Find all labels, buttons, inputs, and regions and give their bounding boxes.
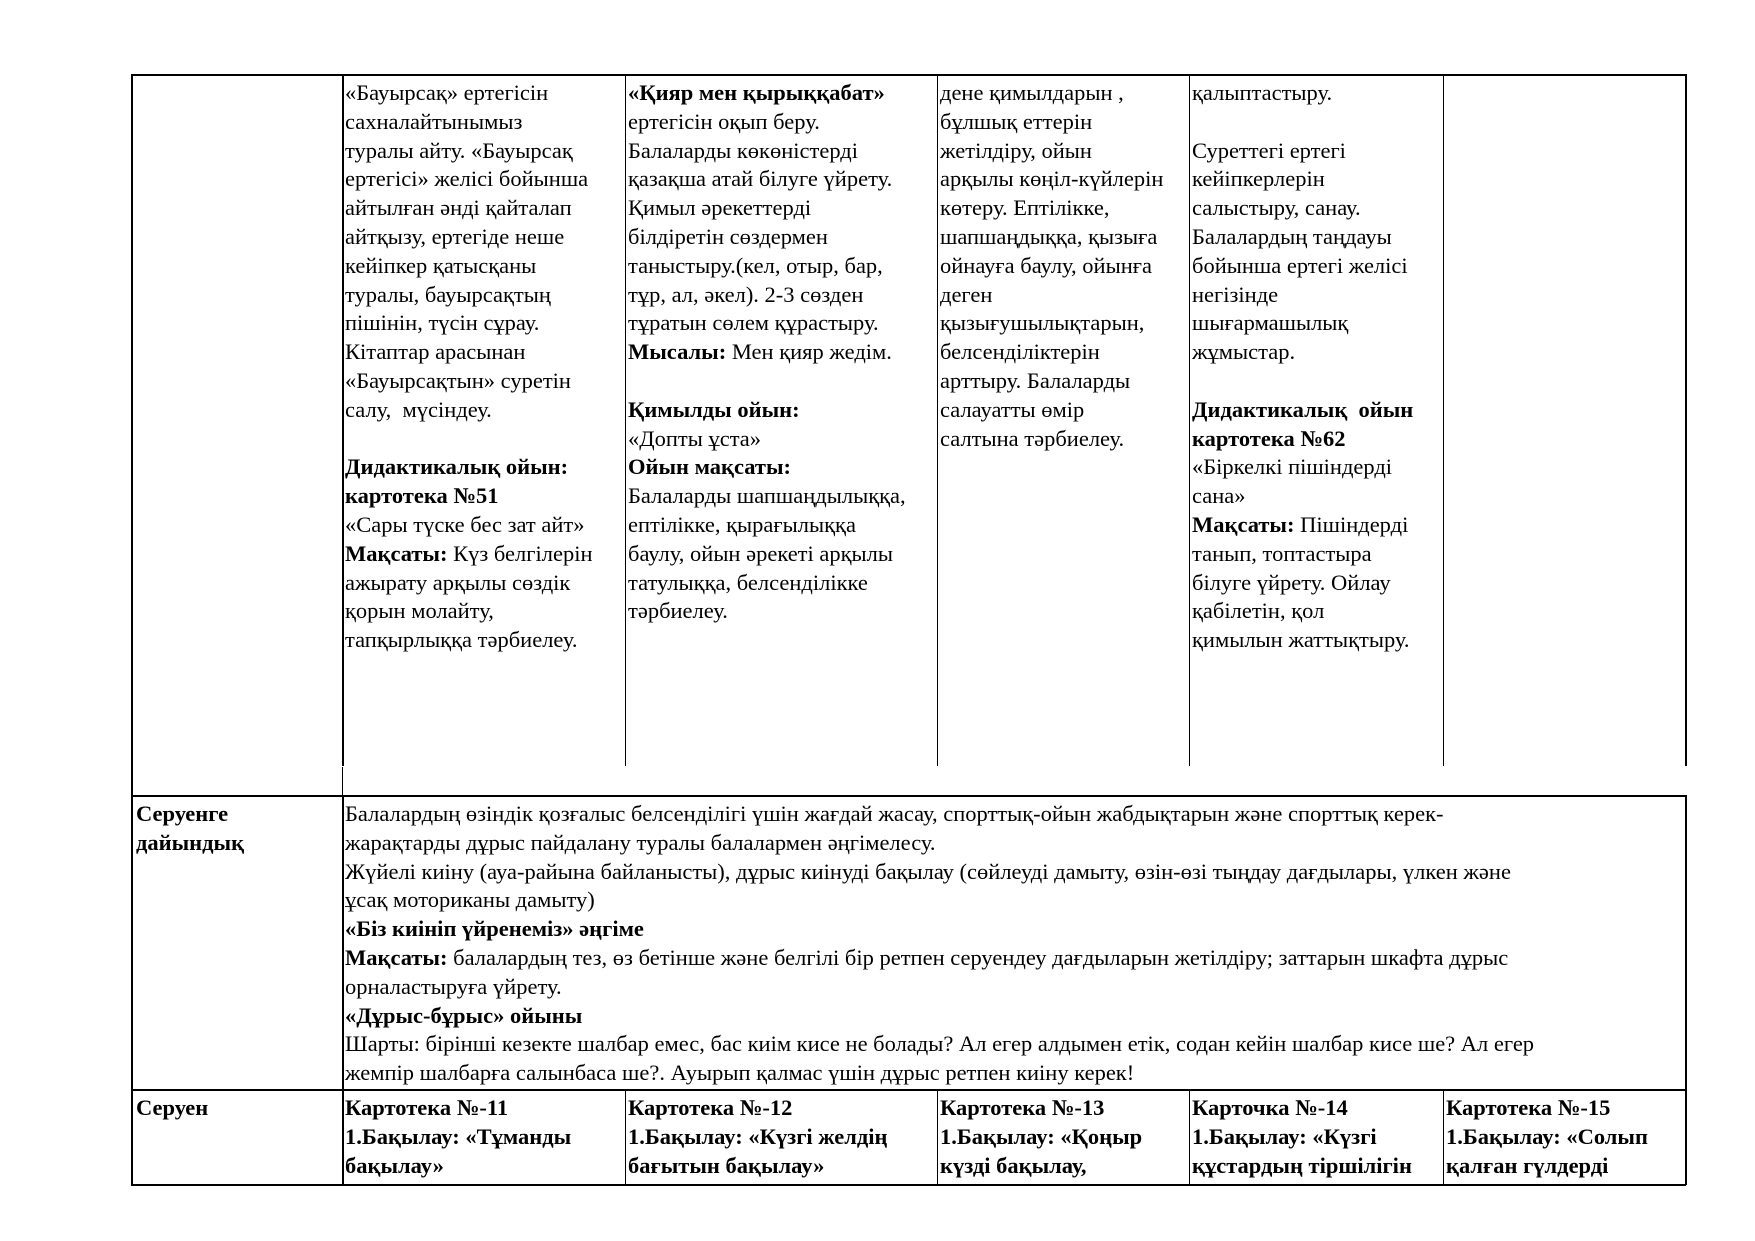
upper-row-divider-4 <box>1189 74 1190 766</box>
text-line <box>136 829 244 858</box>
text-line <box>345 973 1534 1002</box>
bold-text: картотека №51 <box>345 483 499 509</box>
text: «Біркелкі пішіндерді <box>1192 454 1393 480</box>
text: ойнауға баулу, ойынға <box>940 252 1152 278</box>
table-right-border-upper <box>1685 74 1687 766</box>
text-line <box>628 281 906 310</box>
text: салауатты өмір <box>940 396 1085 422</box>
text: «Бауырсақ» ертегісін <box>345 80 549 105</box>
preparation-row-divider <box>342 795 344 1090</box>
text-line <box>345 309 593 338</box>
text: Қимыл әрекеттерді <box>628 195 812 221</box>
text-line <box>1192 108 1413 137</box>
text-line <box>1192 511 1413 540</box>
text: шапшаңдыққа, қызыға <box>940 223 1158 249</box>
text-line <box>1192 79 1413 108</box>
bold-text: Картотека №-11 <box>345 1095 509 1120</box>
bold-text: Серуен <box>136 1095 209 1120</box>
walk-row-divider-3 <box>937 1089 938 1185</box>
bold-text: Картотека №-13 <box>940 1095 1105 1120</box>
text-line <box>1192 194 1413 223</box>
text: салу, мүсіндеу. <box>345 396 492 422</box>
bold-text: «Дұрыс-бұрыс» ойыны <box>345 1002 583 1028</box>
text-line <box>1192 165 1413 194</box>
upper-row-divider-5 <box>1443 74 1444 766</box>
text-line <box>940 1152 1142 1181</box>
text-line <box>345 1059 1534 1088</box>
bold-text: Серуенге <box>136 801 229 826</box>
text-line <box>345 252 593 281</box>
text: пішінін, түсін сұрау. <box>345 310 540 336</box>
text-line <box>345 281 593 310</box>
text-line <box>1192 367 1413 396</box>
text: жарақтарды дұрыс пайдалану туралы балалармен әңгімелесу. <box>345 829 936 855</box>
text: шығармашылық <box>1192 310 1349 336</box>
text-line <box>940 252 1163 281</box>
text-line <box>628 252 906 281</box>
text-line <box>345 944 1534 973</box>
text: «Сары түске бес зат айт» <box>345 511 585 537</box>
table-bottom-border <box>131 1184 1686 1186</box>
upper-row-cell-fairy-tale-cucumber-cabbage <box>628 79 906 626</box>
text-line <box>345 338 593 367</box>
text: Мен қияр жедім. <box>726 339 892 365</box>
text: «Бауырсақтын» суретін <box>345 367 571 393</box>
text: тұратын сөлем құрастыру. <box>628 310 879 336</box>
bold-text: Мысалы: <box>628 339 727 365</box>
text-line <box>1192 252 1413 281</box>
walk-row-cell-card-15 <box>1446 1094 1648 1180</box>
text: Балалардың өзіндік қозғалыс белсенділігі үшін жағдай жасау, спорттық-ойын жабдықтарын және спорттық керек- <box>345 801 1444 826</box>
text-line <box>628 453 906 482</box>
walk-row-cell-card-11 <box>345 1094 571 1180</box>
text-line <box>1192 309 1413 338</box>
text-line <box>628 137 906 166</box>
text: бойынша ертегі желісі <box>1192 252 1408 278</box>
text-line <box>1192 223 1413 252</box>
text-line <box>345 1123 571 1152</box>
text: айтылған әнді қайталап <box>345 195 572 221</box>
text-line <box>628 396 906 425</box>
text-line <box>940 223 1163 252</box>
preparation-row-label <box>136 800 244 858</box>
text: татулыққа, белсенділікке <box>628 569 868 595</box>
text-line <box>628 79 906 108</box>
upper-row-divider-1 <box>342 74 344 766</box>
text: жемпір шалбарға салынбаса ше?. Ауырып қалмас үшін дұрыс ретпен киіну керек! <box>345 1060 1135 1086</box>
text: орналастыруға үйрету. <box>345 973 562 999</box>
text-line <box>345 223 593 252</box>
bold-text: Дидактикалық ойын: <box>345 454 569 480</box>
text-line <box>345 626 593 655</box>
text-line <box>345 482 593 511</box>
text: белсенділіктерін <box>940 339 1100 365</box>
bold-text: қалған гүлдерді <box>1446 1152 1609 1178</box>
walk-row-divider-1 <box>342 1089 344 1185</box>
text-line <box>940 309 1163 338</box>
upper-row-divider-3 <box>937 74 938 766</box>
text-line <box>628 540 906 569</box>
text: ажырату арқылы сөздік <box>345 569 571 595</box>
upper-row-divider-1-lower <box>342 767 343 795</box>
text-line <box>345 425 593 454</box>
text: Балалардың таңдауы <box>1192 223 1392 249</box>
bold-text: 1.Бақылау: «Солып <box>1446 1123 1648 1149</box>
text: Жүйелі киіну (ауа-райына байланысты), дұрыс киінуді бақылау (сөйлеуді дамыту, өзін-өзі тыңдау дағдылары, үлкен және <box>345 858 1511 884</box>
text-line <box>345 569 593 598</box>
bold-text: Мақсаты: <box>1192 511 1295 537</box>
text-line <box>628 108 906 137</box>
text: кейіпкерлерін <box>1192 166 1325 192</box>
text-line <box>136 1094 208 1123</box>
text-line <box>1446 1123 1648 1152</box>
walk-row-cell-card-13 <box>940 1094 1142 1180</box>
text-line <box>345 79 593 108</box>
text: сахналайтынымыз <box>345 108 523 134</box>
bold-text: 1.Бақылау: «Қоңыр <box>940 1123 1143 1149</box>
bold-text: бақылау» <box>345 1152 444 1178</box>
text: ертегісін оқып беру. <box>628 108 820 134</box>
text: білдіретін сөздермен <box>628 223 828 249</box>
text: Пішіндерді <box>1294 511 1409 537</box>
text: қорын молайту, <box>345 598 494 624</box>
table-top-border <box>131 74 1686 76</box>
text-line <box>1192 482 1413 511</box>
preparation-row-content <box>345 800 1534 1088</box>
bold-text: дайындық <box>136 829 245 855</box>
text: балалардың тез, өз бетінше және белгілі бір ретпен серуендеу дағдыларын жетілдіру; заттарын шкафта дұрыс <box>447 944 1509 970</box>
text: жетілдіру, ойын <box>940 137 1092 163</box>
text: ертегісі» желісі бойынша <box>345 166 589 192</box>
text: жұмыстар. <box>1192 339 1296 365</box>
text: сана» <box>1192 483 1246 509</box>
text-line <box>940 425 1163 454</box>
text-line <box>940 338 1163 367</box>
table-right-border-lower <box>1685 795 1687 1185</box>
text: білуге үйрету. Ойлау <box>1192 569 1391 595</box>
text-line <box>345 137 593 166</box>
preparation-row-top-border <box>131 795 1686 797</box>
text-line <box>1192 569 1413 598</box>
text-line <box>628 597 906 626</box>
text: «Допты ұста» <box>628 425 762 451</box>
text-line <box>940 1094 1142 1123</box>
text: қалыптастыру. <box>1192 80 1333 105</box>
walk-row-divider-5 <box>1443 1089 1444 1185</box>
text-line <box>345 1094 571 1123</box>
text-line <box>345 829 1534 858</box>
text-line <box>345 396 593 425</box>
text: туралы, бауырсақтың <box>345 281 551 307</box>
bold-text: 1.Бақылау: «Күзгі желдің <box>628 1123 888 1149</box>
bold-text: «Біз киініп үйренеміз» әңгіме <box>345 916 644 942</box>
bold-text: Карточка №-14 <box>1192 1095 1348 1120</box>
text: Балаларды шапшаңдылыққа, <box>628 483 906 509</box>
text-line <box>940 79 1163 108</box>
bold-text: бағытын бақылау» <box>628 1152 825 1178</box>
text-line <box>136 800 244 829</box>
text-line <box>628 194 906 223</box>
text: салтына тәрбиелеу. <box>940 425 1125 451</box>
text-line <box>940 396 1163 425</box>
text: айтқызу, ертегіде неше <box>345 223 565 249</box>
text-line <box>1192 396 1413 425</box>
text: Кітаптар арасынан <box>345 339 526 365</box>
upper-row-divider-2 <box>625 74 626 766</box>
upper-row-cell-creative-work <box>1192 79 1413 655</box>
text-line <box>940 108 1163 137</box>
text-line <box>345 800 1534 829</box>
text: Балаларды көкөністерді <box>628 137 858 163</box>
text-line <box>345 511 593 540</box>
text: танып, топтастыра <box>1192 540 1372 566</box>
text-line <box>628 569 906 598</box>
text-line <box>345 108 593 137</box>
text: көтеру. Ептілікке, <box>940 195 1110 221</box>
table-left-border <box>131 74 133 1185</box>
text: арттыру. Балаларды <box>940 367 1131 393</box>
walk-row-label <box>136 1094 208 1123</box>
text-line <box>1192 1094 1412 1123</box>
text-line <box>1192 338 1413 367</box>
walk-row-divider-4 <box>1189 1089 1190 1185</box>
upper-row-cell-fairy-tale-bauyrsak <box>345 79 593 655</box>
walk-row-cell-card-12 <box>628 1094 888 1180</box>
text-line <box>345 915 1534 944</box>
bold-text: 1.Бақылау: «Күзгі <box>1192 1123 1377 1149</box>
bold-text: күзді бақылау, <box>940 1152 1087 1178</box>
text-line <box>345 540 593 569</box>
text: Күз белгілерін <box>447 540 593 566</box>
text-line <box>628 309 906 338</box>
walk-row-cell-card-14 <box>1192 1094 1412 1180</box>
text: ептілікке, қырағылыққа <box>628 511 856 537</box>
text: арқылы көңіл-күйлерін <box>940 166 1164 192</box>
text: бұлшық еттерін <box>940 108 1093 134</box>
text-line <box>345 858 1534 887</box>
upper-row-cell-physical-activity <box>940 79 1163 453</box>
text: қазақша атай білуге үйрету. <box>628 166 893 192</box>
text-line <box>345 886 1534 915</box>
bold-text: «Қияр мен қырыққабат» <box>628 80 885 105</box>
text-line <box>1446 1152 1648 1181</box>
text-line <box>1192 1152 1412 1181</box>
text: қызығушылықтарын, <box>940 310 1145 336</box>
text-line <box>1446 1094 1648 1123</box>
text: баулу, ойын әрекеті арқылы <box>628 540 894 566</box>
text-line <box>628 1152 888 1181</box>
bold-text: Дидактикалық ойын <box>1192 396 1414 422</box>
text-line <box>1192 1123 1412 1152</box>
text: тәрбиелеу. <box>628 598 728 624</box>
text-line <box>1192 597 1413 626</box>
text-line <box>628 1123 888 1152</box>
text-line <box>940 1123 1142 1152</box>
text-line <box>1192 425 1413 454</box>
text-line <box>345 597 593 626</box>
text-line <box>940 367 1163 396</box>
text-line <box>1192 453 1413 482</box>
text: негізінде <box>1192 281 1279 307</box>
walk-row-top-border <box>131 1089 1686 1091</box>
text-line <box>1192 281 1413 310</box>
text-line <box>1192 540 1413 569</box>
text-line <box>628 1094 888 1123</box>
text-line <box>940 281 1163 310</box>
text-line <box>345 453 593 482</box>
text: салыстыру, санау. <box>1192 195 1361 221</box>
bold-text: картотека №62 <box>1192 425 1346 451</box>
text-line <box>345 165 593 194</box>
bold-text: 1.Бақылау: «Тұманды <box>345 1123 572 1149</box>
text: тұр, ал, әкел). 2-3 сөзден <box>628 281 864 307</box>
text-line <box>628 425 906 454</box>
text: қимылын жаттықтыру. <box>1192 627 1410 653</box>
text-line <box>345 194 593 223</box>
text-line <box>1192 626 1413 655</box>
text-line <box>345 367 593 396</box>
text: қабілетін, қол <box>1192 598 1325 624</box>
text: дене қимылдарын , <box>940 80 1124 105</box>
bold-text: Ойын мақсаты: <box>628 454 792 480</box>
text-line <box>1192 137 1413 166</box>
text: деген <box>940 281 993 307</box>
text-line <box>345 1030 1534 1059</box>
text-line <box>628 482 906 511</box>
bold-text: Картотека №-15 <box>1446 1095 1611 1120</box>
text: кейіпкер қатысқаны <box>345 252 537 278</box>
text-line <box>628 165 906 194</box>
text: тапқырлыққа тәрбиелеу. <box>345 627 578 653</box>
walk-row-divider-2 <box>625 1089 626 1185</box>
text-line <box>345 1002 1534 1031</box>
bold-text: Картотека №-12 <box>628 1095 793 1120</box>
text: Шарты: бірінші кезекте шалбар емес, бас киім кисе не болады? Ал егер алдымен етік, содан кейін шалбар кисе ше? Ал егер <box>345 1031 1535 1057</box>
text-line <box>628 338 906 367</box>
text: туралы айту. «Бауырсақ <box>345 137 573 163</box>
bold-text: Қимылды ойын: <box>628 396 800 422</box>
bold-text: құстардың тіршілігін <box>1192 1152 1412 1178</box>
text-line <box>628 223 906 252</box>
text-line <box>345 1152 571 1181</box>
text: таныстыру.(кел, отыр, бар, <box>628 252 883 278</box>
text-line <box>940 194 1163 223</box>
text-line <box>628 367 906 396</box>
text-line <box>628 511 906 540</box>
text: ұсақ моториканы дамыту) <box>345 887 595 913</box>
bold-text: Мақсаты: <box>345 540 448 566</box>
text-line <box>940 137 1163 166</box>
text-line <box>940 165 1163 194</box>
bold-text: Мақсаты: <box>345 944 448 970</box>
text: Суреттегі ертегі <box>1192 137 1346 163</box>
